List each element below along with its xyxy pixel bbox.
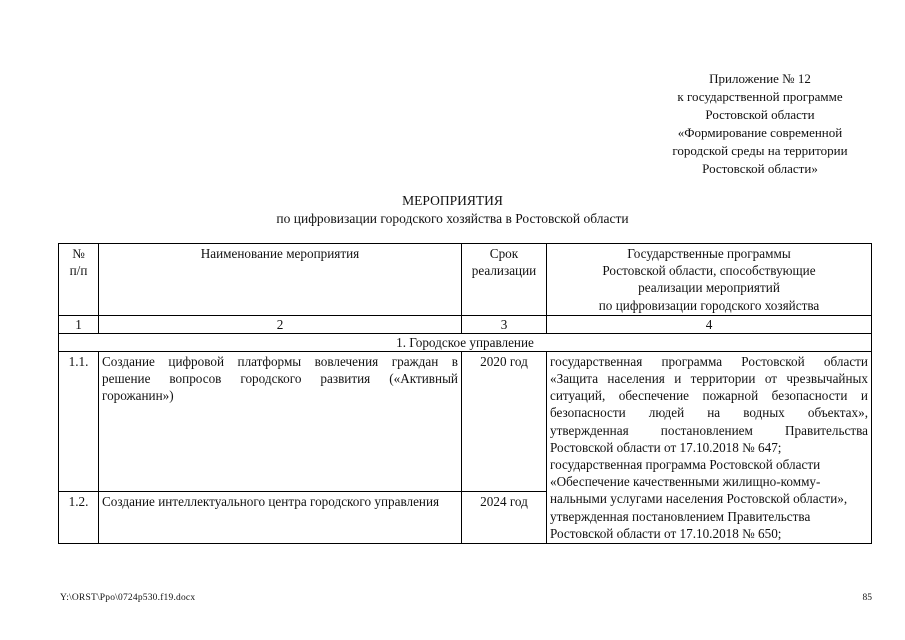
header-programs — [547, 244, 872, 316]
document-title — [0, 192, 905, 228]
appendix-line: Приложение № 12 — [709, 71, 811, 86]
appendix-line: городской среды на территории — [672, 143, 848, 158]
measures-table — [58, 243, 872, 544]
header-name: Наименование мероприятия — [99, 244, 462, 316]
header-programs-line: по цифровизации городского хозяйства — [598, 297, 820, 313]
row-term: 2020 год — [462, 351, 547, 491]
row-programs — [547, 351, 872, 543]
title-subtitle: по цифровизации городского хозяйства в Ростовской области — [276, 211, 629, 226]
footer-file-path: Y:\ORST\Ppo\0724p530.f19.docx — [60, 593, 196, 603]
section-row — [59, 333, 872, 351]
row-term: 2024 год — [462, 492, 547, 544]
header-term-line: реализации — [471, 263, 537, 279]
table-header-row — [59, 244, 872, 316]
header-term-line: Срок — [489, 246, 519, 261]
header-num-line: п/п — [69, 263, 88, 279]
row-name: Создание цифровой платформы вовлечения граждан в решение вопросов городского развития («Активный горожанин») — [99, 351, 462, 491]
appendix-line: «Формирование современной — [677, 125, 843, 140]
header-programs-line: реализации мероприятий — [638, 280, 780, 296]
column-number: 3 — [462, 315, 547, 333]
appendix-line: к государственной программе — [677, 89, 843, 104]
header-num-line: № — [72, 246, 85, 261]
column-number: 2 — [99, 315, 462, 333]
column-number: 4 — [547, 315, 872, 333]
column-number: 1 — [59, 315, 99, 333]
header-programs-line: Ростовской области, способствующие — [602, 263, 816, 279]
appendix-block — [640, 70, 880, 178]
row-num: 1.1. — [59, 351, 99, 491]
row-num: 1.2. — [59, 492, 99, 544]
table-row — [59, 351, 872, 491]
header-term — [462, 244, 547, 316]
column-number-row — [59, 315, 872, 333]
row-name: Создание интеллектуального центра городского управления — [99, 492, 462, 544]
appendix-line: Ростовской области» — [702, 161, 818, 176]
footer-page-number: 85 — [862, 593, 872, 603]
program-entry: государственная программа Ростовской области «Защита населения и территории от чрезвычайных ситуаций, обеспечение пожарной безопасности и безопасности людей на водных объектах», утвержденная постановлением Правительства Ростовской области от 17.10.2018 № 647; — [550, 353, 868, 455]
header-programs-line: Государственные программы — [627, 246, 791, 261]
program-entry: государственная программа Ростовской области «Обеспечение качественными жилищно-комму-нальными услугами населения Ростовской области», утвержденная постановлением Правительства Ростовской области от 17.10.2018 № 650; — [550, 457, 848, 541]
header-num — [59, 244, 99, 316]
appendix-line: Ростовской области — [705, 107, 815, 122]
title-main: МЕРОПРИЯТИЯ — [402, 193, 503, 208]
section-title: 1. Городское управление — [59, 333, 872, 351]
